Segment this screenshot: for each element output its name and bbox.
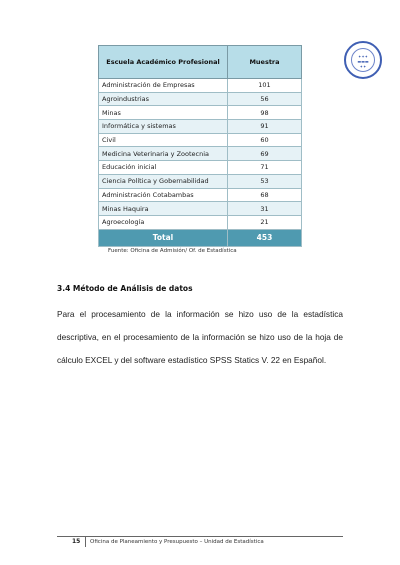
table-total-row [99,229,302,246]
sample-cell: 69 [228,147,302,161]
sample-table [98,45,302,247]
school-cell: Informática y sistemas [99,120,228,134]
seal-lettering: ✦✦✦ ▬▬▬ ✦✦ [357,54,369,69]
table-row [99,133,302,147]
sample-cell: 101 [228,79,302,93]
sample-cell: 91 [228,120,302,134]
table-header-row [99,46,302,79]
sample-cell: 68 [228,188,302,202]
total-label: Total [99,229,228,246]
school-cell: Minas [99,106,228,120]
sample-cell: 60 [228,133,302,147]
school-cell: Agroindustrias [99,92,228,106]
school-cell: Administración Cotabambas [99,188,228,202]
sample-cell: 56 [228,92,302,106]
seal-stamp-icon [344,41,382,79]
sample-cell: 21 [228,215,302,229]
footer-separator [85,537,86,547]
table-row [99,106,302,120]
school-cell: Administración de Empresas [99,79,228,93]
footer-divider [57,536,343,537]
school-cell: Agroecología [99,215,228,229]
school-cell: Civil [99,133,228,147]
section-heading: 3.4 Método de Análisis de datos [57,284,193,293]
column-header-sample: Muestra [228,46,302,79]
sample-cell: 71 [228,161,302,175]
footer-text: Oficina de Planeamiento y Presupuesto – Unidad de Estadística [90,539,264,545]
sample-cell: 53 [228,174,302,188]
school-cell: Minas Haquira [99,202,228,216]
sample-cell: 31 [228,202,302,216]
total-value: 453 [228,229,302,246]
table-row [99,188,302,202]
table-row [99,202,302,216]
table-row [99,161,302,175]
sample-cell: 98 [228,106,302,120]
page-number: 15 [72,538,81,545]
school-cell: Educación inicial [99,161,228,175]
column-header-school: Escuela Académico Profesional [99,46,228,79]
table-row [99,120,302,134]
table-row [99,215,302,229]
table-row [99,79,302,93]
table-source-note: Fuente: Oficina de Admisión/ Of. de Estadística [108,248,237,254]
school-cell: Ciencia Política y Gobernabilidad [99,174,228,188]
table-row [99,92,302,106]
table-row [99,174,302,188]
section-paragraph: Para el procesamiento de la información se hizo uso de la estadística descriptiva, en el procesamiento de la información se hizo uso de la hoja de cálculo EXCEL y del software estadístico SPSS Statics V. 22 en Español. [57,309,343,365]
school-cell: Medicina Veterinaria y Zootecnia [99,147,228,161]
table-row [99,147,302,161]
